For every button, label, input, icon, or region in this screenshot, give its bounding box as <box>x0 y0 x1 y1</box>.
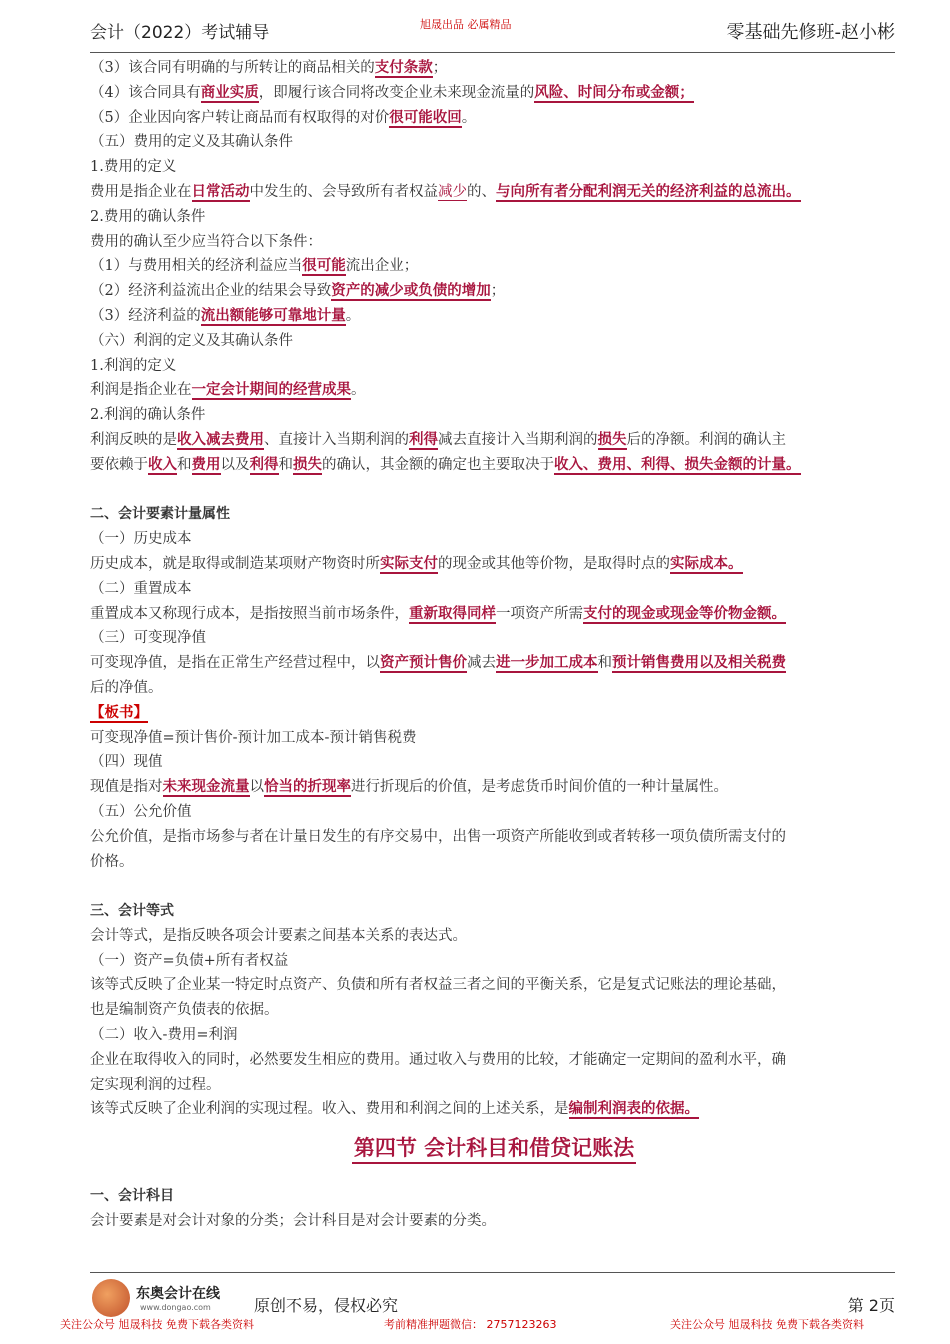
dongao-logo-icon <box>92 1279 130 1317</box>
highlight: 实际支付 <box>380 554 438 572</box>
paragraph: （2）经济利益流出企业的结果会导致资产的减少或负债的增加； <box>90 282 506 300</box>
paragraph: 要依赖于收入和费用以及利得和损失的确认，其金额的确定也主要取决于收入、费用、利得、损失金额的计量。 <box>90 455 801 473</box>
highlight: 支付条款 <box>374 59 433 76</box>
highlight: 风险、时间分布或金额； <box>534 83 694 101</box>
paragraph: （5）企业因向客户转让商品而有权取得的对价很可能收回。 <box>90 108 477 126</box>
paragraph: （3）该合同有明确的与所转让的商品相关的支付条款； <box>90 59 448 76</box>
header-class-name: 零基础先修班-赵小彬 <box>726 22 895 43</box>
highlight: 编制利润表的依据。 <box>568 1100 699 1118</box>
subheading: （一）资产=负债+所有者权益 <box>90 952 289 969</box>
subheading: 2.费用的确认条件 <box>90 208 206 225</box>
highlight: 恰当的折现率 <box>264 778 351 796</box>
highlight: 日常活动 <box>191 182 250 200</box>
subheading: （六）利润的定义及其确认条件 <box>90 332 293 349</box>
formula: 可变现净值=预计售价-预计加工成本-预计销售税费 <box>90 729 417 746</box>
subheading: （四）现值 <box>90 754 163 771</box>
board-note: 【板书】 <box>90 703 148 721</box>
highlight: 费用 <box>191 455 221 473</box>
highlight: 资产预计售价 <box>380 654 467 672</box>
highlight: 收入减去费用 <box>177 430 264 448</box>
paragraph: 会计要素是对会计对象的分类；会计科目是对会计要素的分类。 <box>90 1212 496 1229</box>
paragraph: 费用的确认至少应当符合以下条件： <box>90 233 322 250</box>
paragraph: 费用是指企业在日常活动中发生的、会导致所有者权益减少的、与向所有者分配利润无关的经济利益的总流出。 <box>90 182 801 200</box>
bottom-promo-center: 考前精准押题微信： 2757123263 <box>384 1318 557 1331</box>
paragraph: 利润是指企业在一定会计期间的经营成果。 <box>90 381 366 399</box>
bottom-promo-right: 关注公众号 旭晟科技 免费下载各类资料 <box>670 1318 864 1331</box>
highlight: 收入 <box>148 455 177 473</box>
logo-text: 东奥会计在线 <box>136 1286 220 1302</box>
paragraph: 利润反映的是收入减去费用、直接计入当期利润的利得减去直接计入当期利润的损失后的净额。利润的确认主 <box>90 430 786 448</box>
subheading: 2.利润的确认条件 <box>90 407 206 424</box>
subheading: （五）公允价值 <box>90 803 192 820</box>
paragraph: 该等式反映了企业某一特定时点资产、负债和所有者权益三者之间的平衡关系，它是复式记账法的理论基础， <box>90 977 786 994</box>
highlight: 流出额能够可靠地计量 <box>200 306 346 324</box>
highlight: 损失 <box>293 455 322 473</box>
highlight: 实际成本。 <box>670 554 743 572</box>
subheading: （三）可变现净值 <box>90 630 206 647</box>
section-heading: 三、会计等式 <box>90 903 174 920</box>
paragraph: 可变现净值，是指在正常生产经营过程中，以资产预计售价减去进一步加工成本和预计销售费用以及相关税费 <box>90 654 786 672</box>
subheading: 1.利润的定义 <box>90 357 177 374</box>
highlight: 减少 <box>438 183 467 200</box>
page-header <box>90 10 895 53</box>
highlight: 一定会计期间的经营成果 <box>191 381 351 399</box>
highlight: 进一步加工成本 <box>496 654 598 672</box>
highlight: 未来现金流量 <box>162 778 250 796</box>
subheading: （一）历史成本 <box>90 531 192 548</box>
highlight: 支付的现金或现金等价物金额。 <box>583 604 786 622</box>
paragraph: （1）与费用相关的经济利益应当很可能流出企业； <box>90 257 419 275</box>
highlight: 损失 <box>597 430 627 448</box>
paragraph: 该等式反映了企业利润的实现过程。收入、费用和利润之间的上述关系，是编制利润表的依据。 <box>90 1100 699 1118</box>
paragraph: 历史成本，就是取得或制造某项财产物资时所实际支付的现金或其他等价物，是取得时点的实际成本。 <box>90 554 743 572</box>
logo-url: www.dongao.com <box>140 1303 211 1312</box>
paragraph: 公允价值，是指市场参与者在计量日发生的有序交易中，出售一项资产所能收到或者转移一项负债所需支付的 <box>90 828 786 845</box>
copyright-slogan: 原创不易，侵权必究 <box>254 1296 399 1315</box>
highlight: 重新取得同样 <box>409 604 496 622</box>
paragraph: 定实现利润的过程。 <box>90 1076 221 1093</box>
subheading: （五）费用的定义及其确认条件 <box>90 134 293 151</box>
paragraph: 后的净值。 <box>90 679 163 696</box>
highlight: 商业实质 <box>200 83 259 101</box>
page-number: 第 2页 <box>847 1296 895 1315</box>
paragraph: 重置成本又称现行成本，是指按照当前市场条件，重新取得同样一项资产所需支付的现金或现金等价物金额。 <box>90 604 786 622</box>
paragraph: 现值是指对未来现金流量以恰当的折现率进行折现后的价值，是考虑货币时间价值的一种计量属性。 <box>90 778 728 796</box>
highlight: 利得 <box>249 455 279 473</box>
section-heading: 二、会计要素计量属性 <box>90 506 230 523</box>
paragraph: 企业在取得收入的同时，必然要发生相应的费用。通过收入与费用的比较，才能确定一定期间的盈利水平，确 <box>90 1051 786 1068</box>
header-watermark: 旭晟出品 必属精品 <box>420 18 512 31</box>
highlight: 很可能 <box>302 257 346 275</box>
paragraph: 会计等式，是指反映各项会计要素之间基本关系的表达式。 <box>90 927 467 944</box>
highlight: 收入、费用、利得、损失金额的计量。 <box>554 455 801 473</box>
subheading: （二）重置成本 <box>90 580 192 597</box>
paragraph: 价格。 <box>90 853 134 870</box>
paragraph: （4）该合同具有商业实质，即履行该合同将改变企业未来现金流量的风险、时间分布或金额； <box>90 83 694 101</box>
highlight: 与向所有者分配利润无关的经济利益的总流出。 <box>496 182 801 200</box>
highlight: 预计销售费用以及相关税费 <box>612 654 786 672</box>
highlight: 利得 <box>409 430 438 448</box>
bottom-promo-left: 关注公众号 旭晟科技 免费下载各类资料 <box>60 1318 254 1331</box>
subheading: 1.费用的定义 <box>90 159 177 176</box>
paragraph: （3）经济利益的流出额能够可靠地计量。 <box>90 306 361 324</box>
paragraph: 也是编制资产负债表的依据。 <box>90 1002 279 1019</box>
chapter-section-title: 第四节 会计科目和借贷记账法 <box>90 1136 898 1164</box>
highlight: 很可能收回 <box>389 108 462 126</box>
subheading: （二）收入-费用=利润 <box>90 1027 238 1044</box>
document-body <box>90 56 898 1234</box>
section-heading: 一、会计科目 <box>90 1188 174 1205</box>
highlight: 资产的减少或负债的增加 <box>331 282 491 300</box>
header-course-title: 会计（2022）考试辅导 <box>90 23 270 43</box>
